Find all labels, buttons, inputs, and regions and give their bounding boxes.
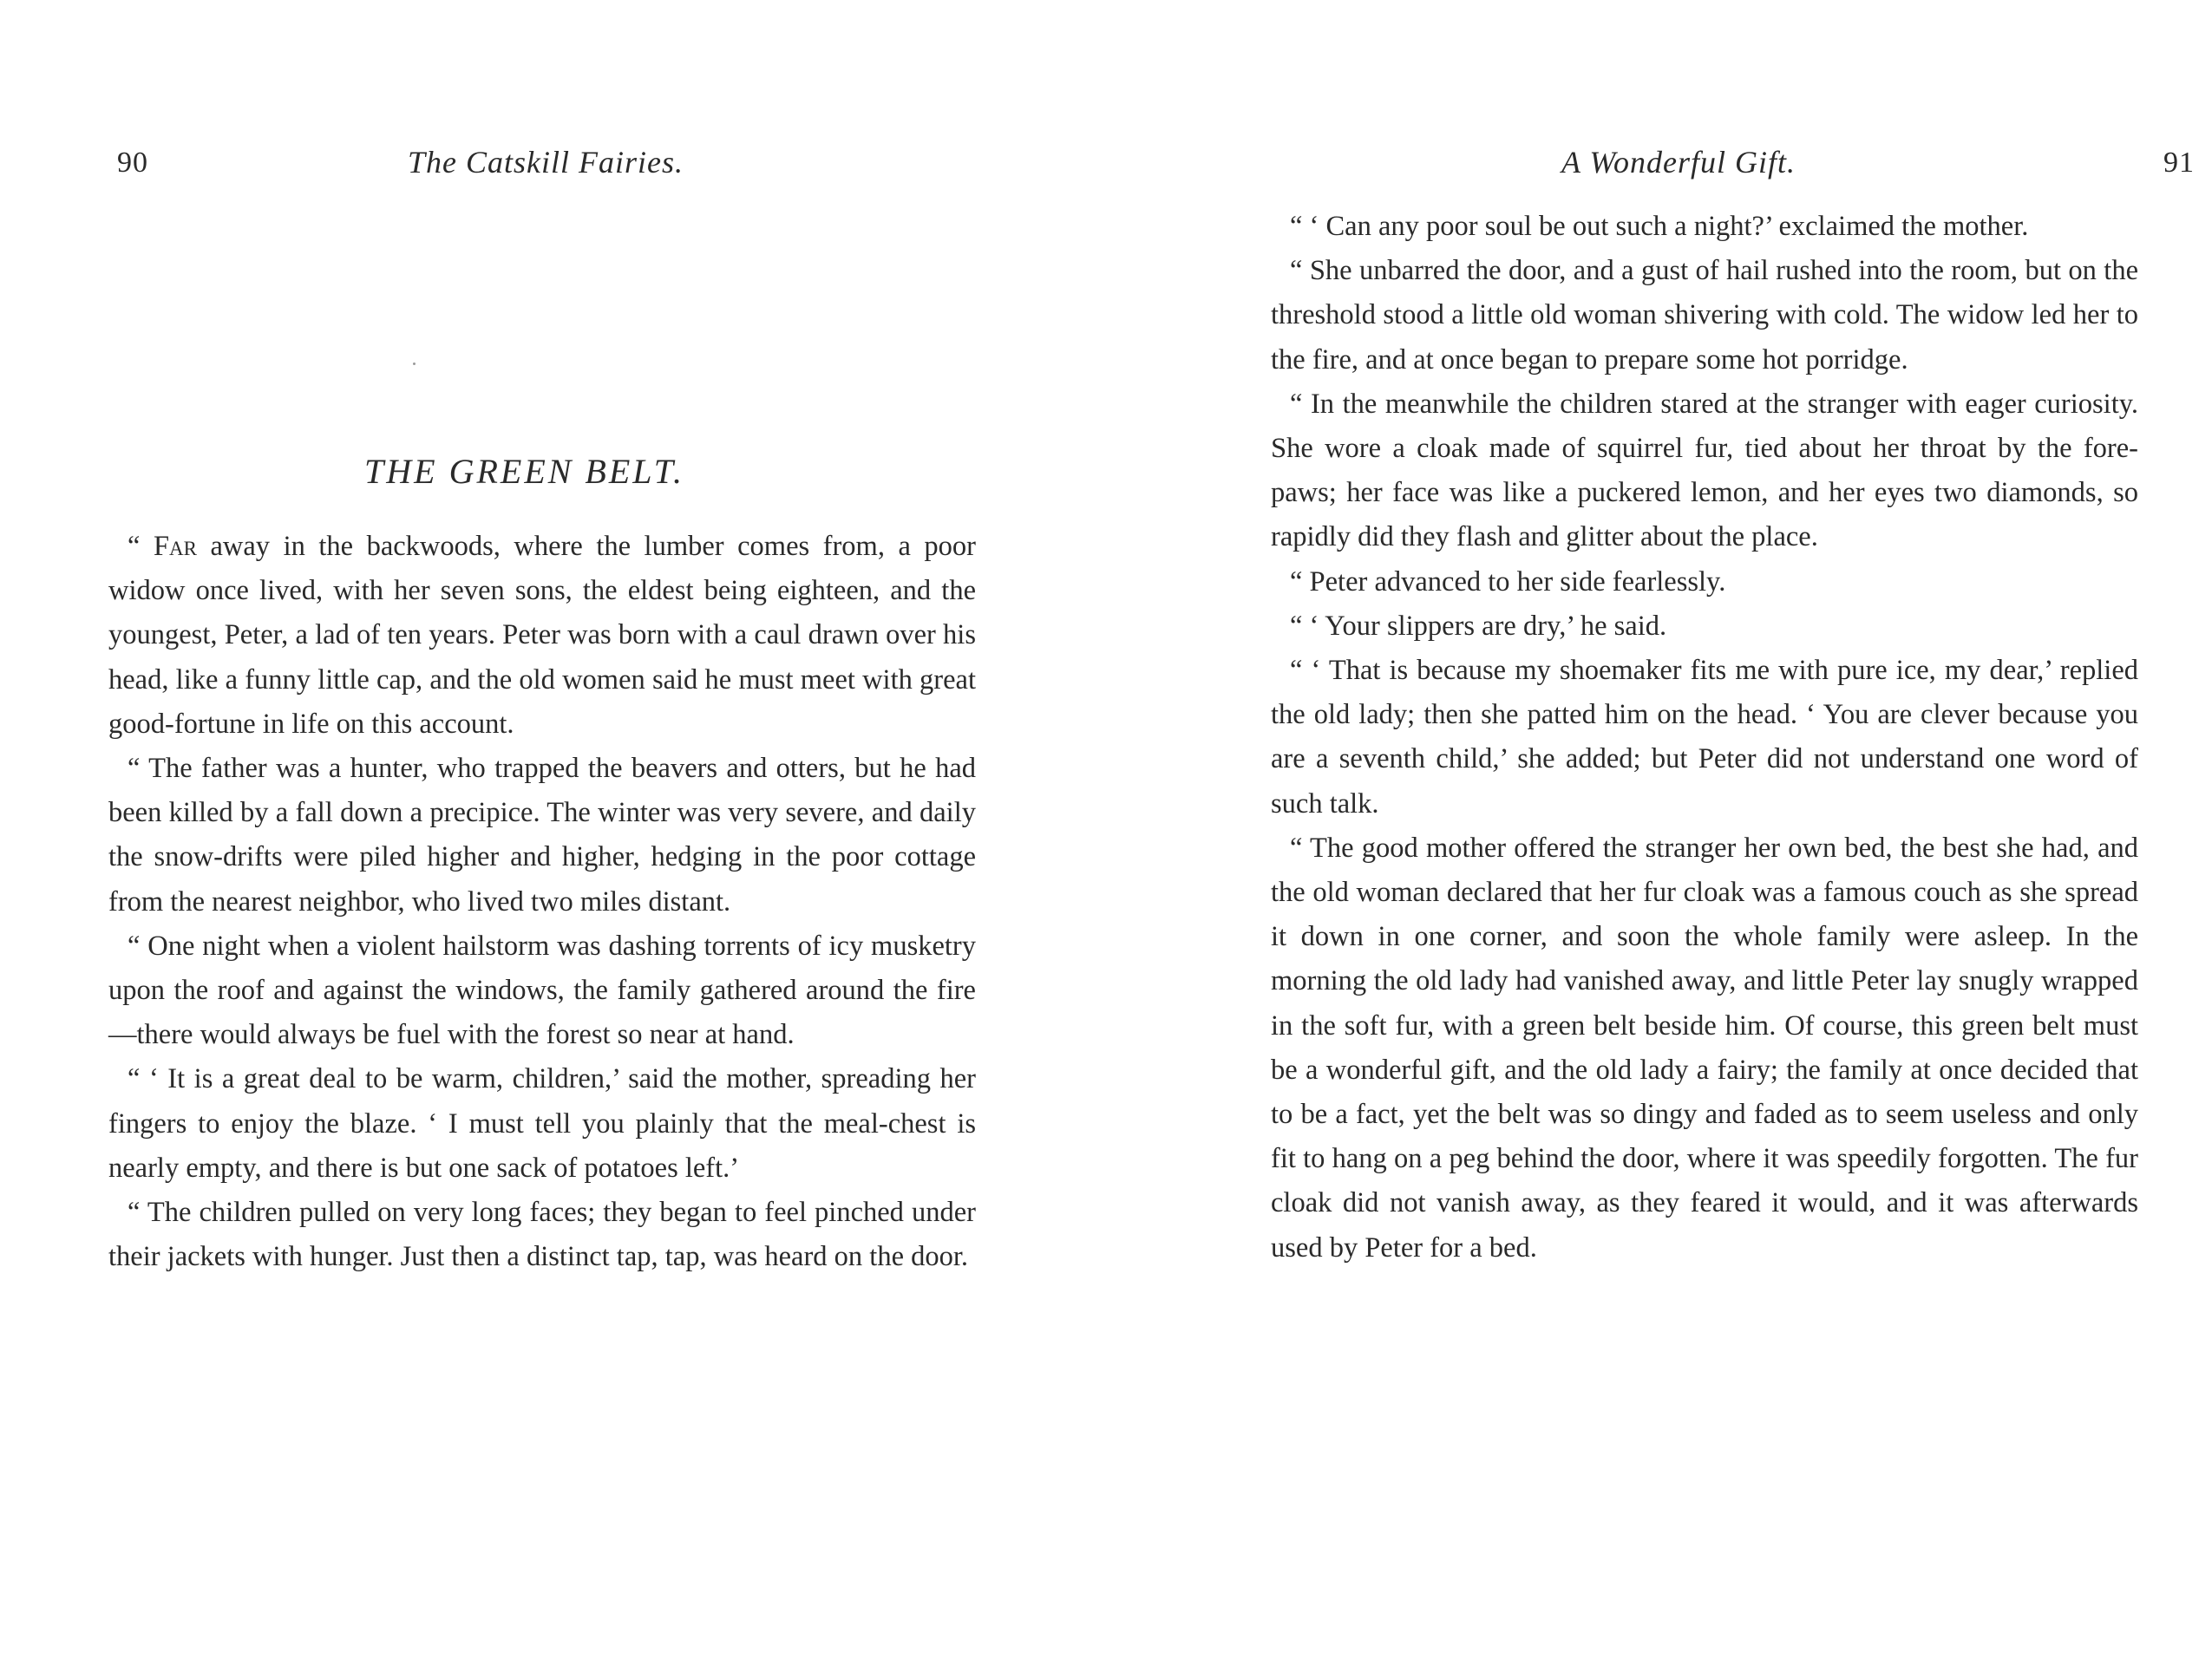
chapter-title: THE GREEN BELT. <box>364 452 685 491</box>
paragraph: “ ‘ It is a great deal to be warm, children,’ said the mother, spreading her fingers to enjoy the blaze. ‘ I must tell you plainly that the meal-chest is nearly empty, and there is but one sack of potatoes left.’ <box>108 1063 976 1184</box>
paragraph: “ The children pulled on very long faces; they began to feel pinched under their jackets with hunger. Just then a distinct tap, tap, was heard on the door. <box>108 1197 976 1273</box>
paragraph: “ One night when a violent hailstorm was dashing torrents of icy musketry upon the roof and against the windows, the family gathered around the fire—there would always be fuel with the forest so near at hand. <box>108 930 976 1051</box>
left-running-head: The Catskill Fairies. <box>408 145 684 180</box>
left-body-text <box>108 525 976 1279</box>
paragraph: “ The father was a hunter, who trapped the beavers and otters, but he had been killed by a fall down a precipice. The winter was very severe, and daily the snow-drifts were piled higher and higher, hedging in the poor cottage from the nearest neighbor, who lived two miles distant. <box>108 753 976 918</box>
paragraph: “ She unbarred the door, and a gust of hail rushed into the room, but on the threshold stood a little old woman shivering with cold. The widow led her to the fire, and at once began to prepare some hot porridge. <box>1271 255 2138 376</box>
paragraph: “ ‘ Can any poor soul be out such a night?’ exclaimed the mother. <box>1290 211 2029 242</box>
right-page-number: 91 <box>2163 147 2195 179</box>
paragraph: “ In the meanwhile the children stared at the stranger with eager curiosity. She wore a cloak made of squirrel fur, tied about her throat by the fore-paws; her face was like a puckered lemon, and her eyes two diamonds, so rapidly did they flash and glitter about the place. <box>1271 388 2138 553</box>
paragraph: “ Peter advanced to her side fearlessly. <box>1290 565 1726 598</box>
right-body-text <box>1271 205 2138 1270</box>
dropcap-word: Far <box>153 531 197 562</box>
right-page <box>1106 0 2212 1659</box>
paragraph <box>108 525 976 747</box>
right-running-head: A Wonderful Gift. <box>1561 145 1796 180</box>
paragraph: “ ‘ Your slippers are dry,’ he said. <box>1290 610 1667 642</box>
paragraph: “ The good mother offered the stranger her own bed, the best she had, and the old woman declared that her fur cloak was a famous couch as she spread it down in one corner, and soon the whole family were asleep. In the morning the old lady had vanished away, and little Peter lay snugly wrapped in the soft fur, with a green belt beside him. Of course, this green belt must be a wonderful gift, and the old lady a fairy; the family at once decided that to be a fact, yet the belt was so dingy and faded as to seem useless and only fit to hang on a peg behind the door, where it was speedily forgotten. The fur cloak did not vanish away, as they feared it would, and it was afterwards used by Peter for a bed. <box>1271 832 2138 1264</box>
paragraph: “ ‘ That is because my shoemaker fits me with pure ice, my dear,’ replied the old lady; then she patted him on the head. ‘ You are clever because you are a seventh child,’ she added; but Peter did not understand one word of such talk. <box>1271 655 2138 820</box>
left-page-number: 90 <box>117 147 148 179</box>
paragraph-text: away in the backwoods, where the lumber comes from, a poor widow once lived, with her seven sons, the eldest being eighteen, and the youngest, Peter, a lad of ten years. Peter was born with a caul drawn over his head, like a funny little cap, and the old women said he must meet with great good-fortune in life on this account. <box>108 531 976 740</box>
print-speck <box>413 362 416 365</box>
opening-quote: “ <box>128 531 154 562</box>
